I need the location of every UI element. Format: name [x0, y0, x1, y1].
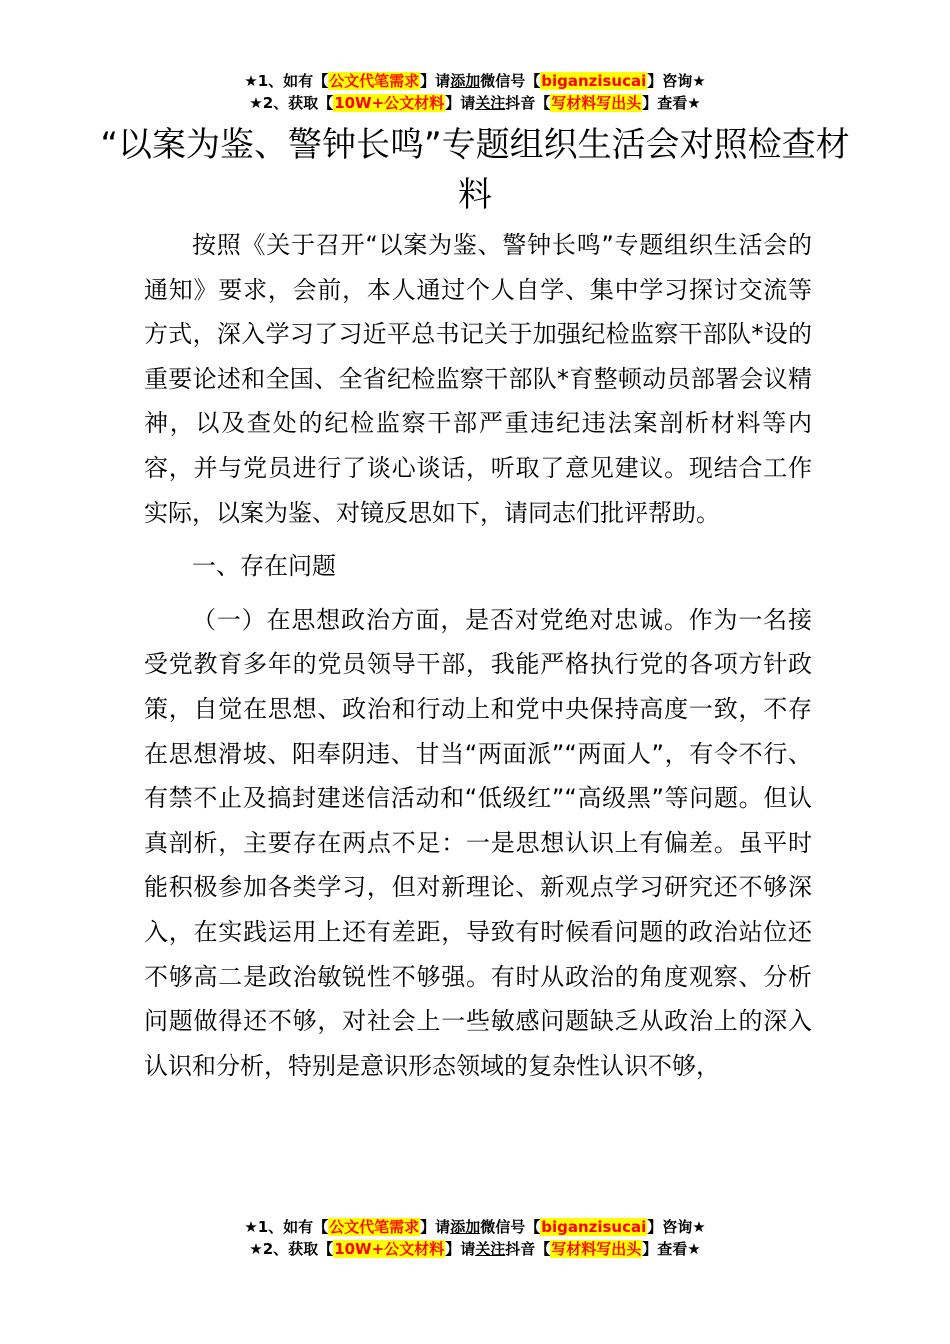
promo-line-1: ★1、如有【公文代笔需求】请添加微信号【biganzisucai】咨询★ — [244, 72, 706, 90]
highlight-writing-service: 公文代笔需求 — [329, 1218, 420, 1236]
highlight-douyin-account: 写材料写出头 — [551, 1240, 642, 1258]
document-title: “以案为鉴、警钟长鸣”专题组织生活会对照检查材料 — [100, 125, 850, 215]
promo-banner-bottom — [0, 1216, 950, 1260]
highlight-materials: 10W+公文材料 — [334, 1240, 445, 1258]
highlight-wechat-id: biganzisucai — [541, 72, 647, 90]
section-heading: 一、存在问题 — [192, 552, 336, 581]
promo-line-2: ★2、获取【10W+公文材料】请关注抖音【写材料写出头】查看★ — [249, 1240, 701, 1258]
promo-line-1: ★1、如有【公文代笔需求】请添加微信号【biganzisucai】咨询★ — [244, 1218, 706, 1236]
promo-line-2: ★2、获取【10W+公文材料】请关注抖音【写材料写出头】查看★ — [249, 94, 701, 112]
document-body — [144, 223, 812, 1088]
intro-paragraph: 按照《关于召开“以案为鉴、警钟长鸣”专题组织生活会的通知》要求，会前，本人通过个人自学、集中学习探讨交流等方式，深入学习了习近平总书记关于加强纪检监察干部队*设的重要论述和全国、全省纪检监察干部队*育整顿动员部署会议精神，以及查处的纪检监察干部严重违纪违法案剖析材料等内容，并与党员进行了谈心谈话，听取了意见建议。现结合工作实际，以案为鉴、对镜反思如下，请同志们批评帮助。 — [144, 231, 812, 527]
promo-banner-top — [0, 70, 950, 114]
highlight-writing-service: 公文代笔需求 — [329, 72, 420, 90]
body-paragraph: （一）在思想政治方面，是否对党绝对忠诚。作为一名接受党教育多年的党员领导干部，我能严格执行党的各项方针政策，自觉在思想、政治和行动上和党中央保持高度一致，不存在思想滑坡、阳奉阴违、甘当“两面派”“两面人”，有令不行、有禁不止及搞封建迷信活动和“低级红”“高级黑”等问题。但认真剖析，主要存在两点不足：一是思想认识上有偏差。虽平时能积极参加各类学习，但对新理论、新观点学习研究还不够深入，在实践运用上还有差距，导致有时候看问题的政治站位还不够高二是政治敏锐性不够强。有时从政治的角度观察、分析问题做得还不够，对社会上一些敏感问题缺乏从政治上的深入认识和分析，特别是意识形态领域的复杂性认识不够， — [144, 605, 812, 1080]
highlight-douyin-account: 写材料写出头 — [551, 94, 642, 112]
highlight-materials: 10W+公文材料 — [334, 94, 445, 112]
highlight-wechat-id: biganzisucai — [541, 1218, 647, 1236]
